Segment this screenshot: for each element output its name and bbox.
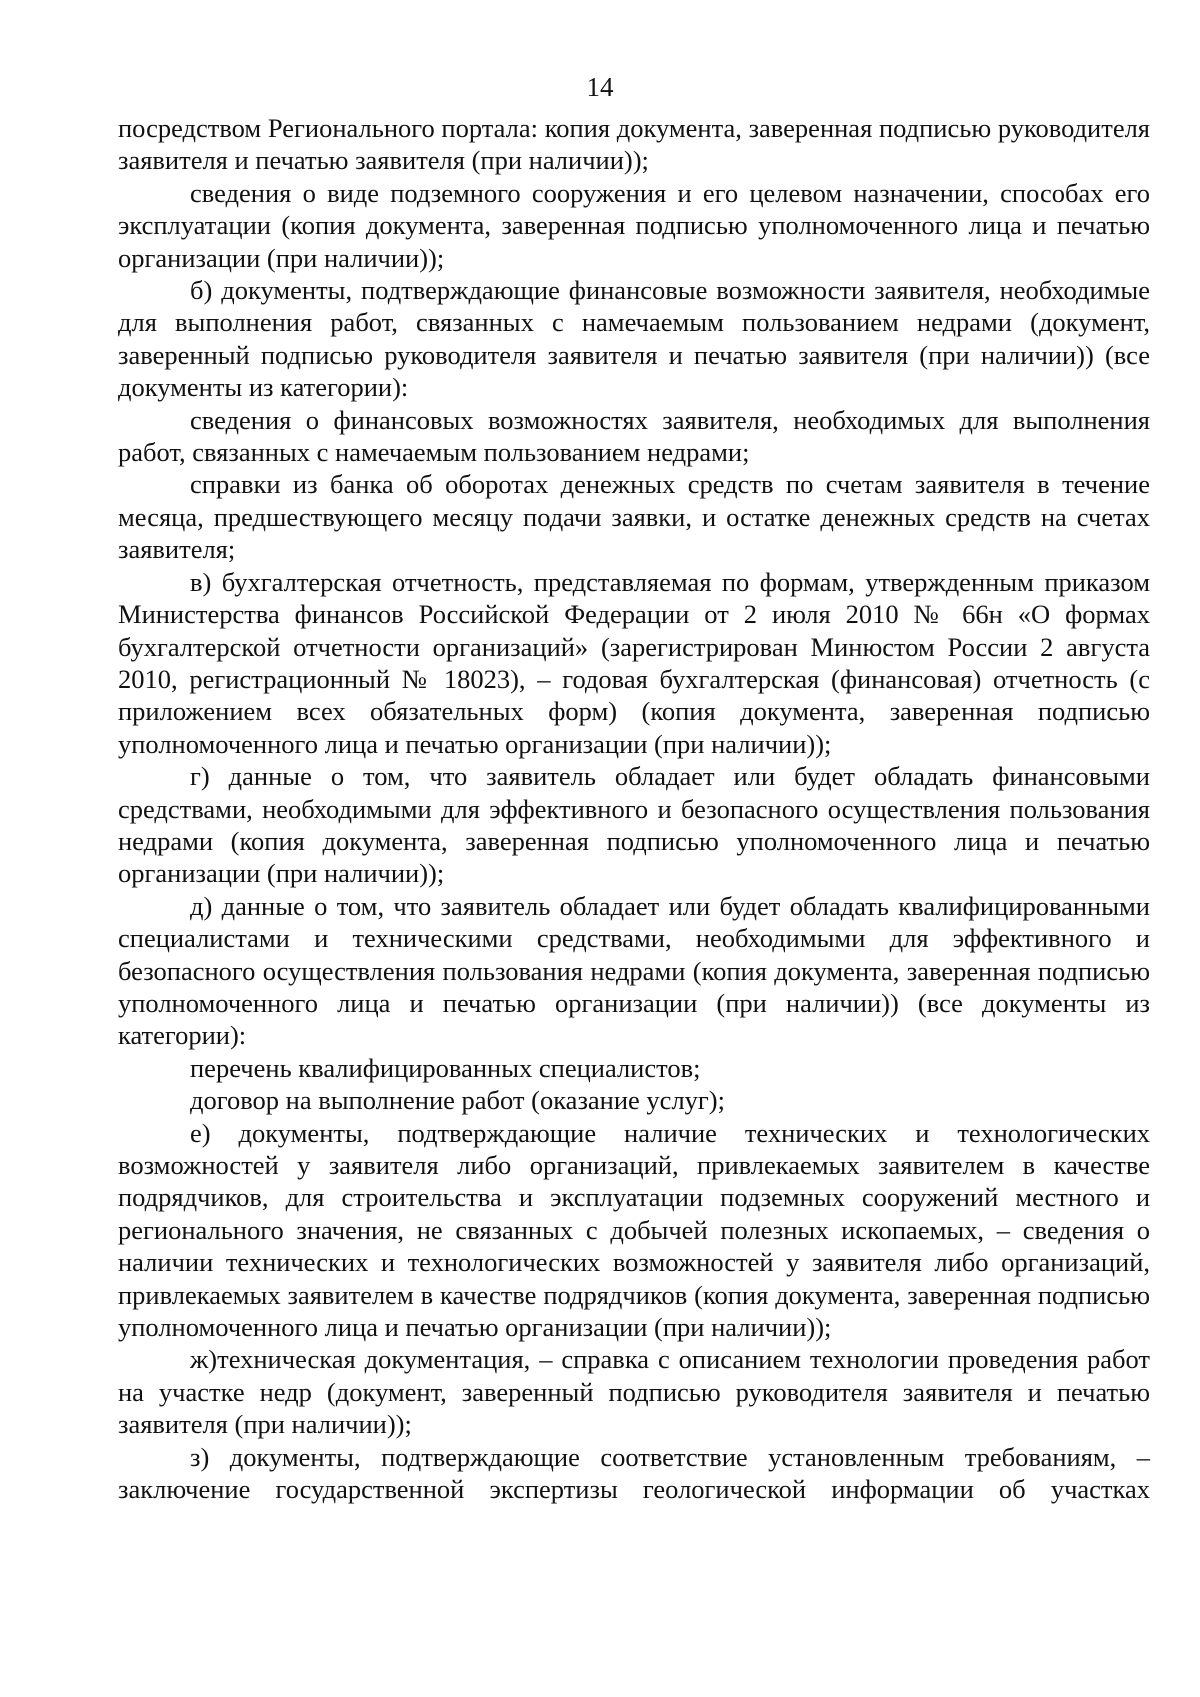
paragraph-cut-off: з) документы, подтверждающие соответствие установленным требованиям, – заключение государственной экспертизы геологической информации об участках bbox=[118, 1441, 1150, 1505]
paragraph: б) документы, подтверждающие финансовые возможности заявителя, необходимые для выполнения работ, связанных с намечаемым пользованием недрами (документ, заверенный подписью руководителя заявителя и печатью заявителя (при наличии)) (все документы из категории): bbox=[118, 275, 1150, 403]
paragraph: перечень квалифицированных специалистов; bbox=[190, 1052, 701, 1083]
paragraph: сведения о виде подземного сооружения и его целевом назначении, способах его эксплуатации (копия документа, заверенная подписью уполномоченного лица и печатью организации (при наличии)); bbox=[118, 177, 1150, 273]
paragraph: ж)техническая документация, – справка с описанием технологии проведения работ на участке недр (документ, заверенный подписью руководителя заявителя и печатью заявителя (при наличии)); bbox=[118, 1344, 1150, 1440]
paragraph: договор на выполнение работ (оказание услуг); bbox=[190, 1085, 725, 1116]
paragraph: г) данные о том, что заявитель обладает или будет обладать финансовыми средствами, необходимыми для эффективного и безопасного осуществления пользования недрами (копия документа, заверенная подписью уполномоченного лица и печатью организации (при наличии)); bbox=[118, 761, 1150, 889]
paragraph: е) документы, подтверждающие наличие технических и технологических возможностей у заявителя либо организаций, привлекаемых заявителем в качестве подрядчиков, для строительства и эксплуатации подземных сооружений местного и регионального значения, не связанных с добычей полезных ископаемых, – сведения о наличии технических и технологических возможностей у заявителя либо организаций, привлекаемых заявителем в качестве подрядчиков (копия документа, заверенная подписью уполномоченного лица и печатью организации (при наличии)); bbox=[118, 1117, 1150, 1343]
paragraph: в) бухгалтерская отчетность, представляемая по формам, утвержденным приказом Министерства финансов Российской Федерации от 2 июля 2010 № 66н «О формах бухгалтерской отчетности организаций» (зарегистрирован Минюстом России 2 августа 2010, регистрационный № 18023), – годовая бухгалтерская (финансовая) отчетность (с приложением всех обязательных форм) (копия документа, заверенная подписью уполномоченного лица и печатью организации (при наличии)); bbox=[118, 566, 1150, 759]
page-number: 14 bbox=[586, 72, 614, 102]
paragraph: д) данные о том, что заявитель обладает или будет обладать квалифицированными специалистами и техническими средствами, необходимыми для эффективного и безопасного осуществления пользования недрами (копия документа, заверенная подписью уполномоченного лица и печатью организации (при наличии)) (все документы из категории): bbox=[118, 890, 1150, 1051]
paragraph: посредством Регионального портала: копия документа, заверенная подписью руководителя заявителя и печатью заявителя (при наличии)); bbox=[118, 113, 1150, 176]
document-body bbox=[118, 112, 1150, 1505]
paragraph: справки из банка об оборотах денежных средств по счетам заявителя в течение месяца, предшествующего месяцу подачи заявки, и остатке денежных средств на счетах заявителя; bbox=[118, 469, 1150, 565]
paragraph: сведения о финансовых возможностях заявителя, необходимых для выполнения работ, связанных с намечаемым пользованием недрами; bbox=[118, 404, 1150, 468]
